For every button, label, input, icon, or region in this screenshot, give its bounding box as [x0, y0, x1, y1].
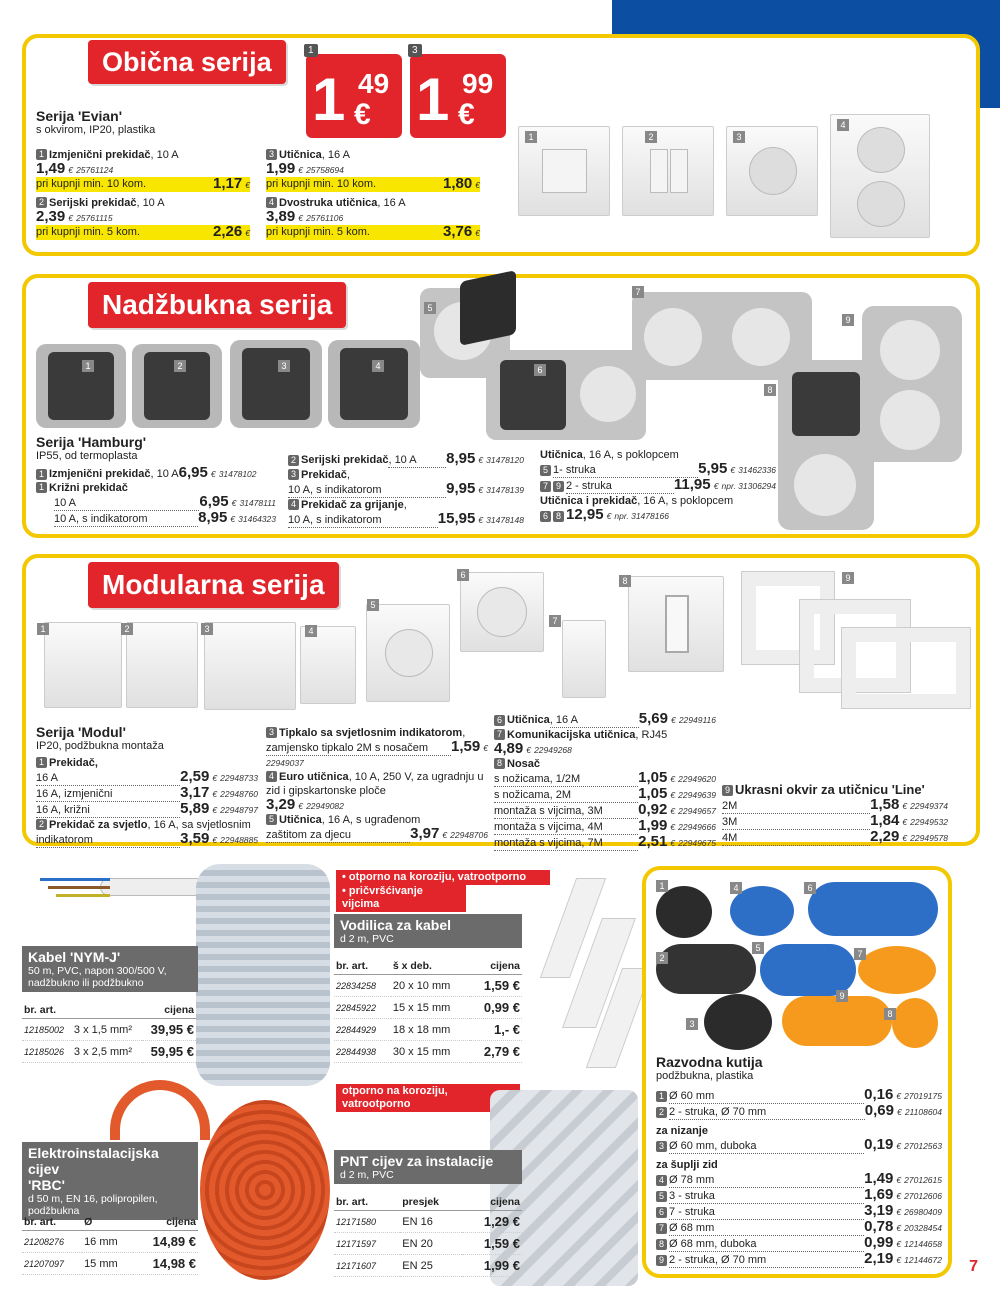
kabel-table: br. art. cijena 12185002 3 x 1,5 mm² 39,95 € 12185026 3 x 2,5 mm² 59,95 € — [22, 1002, 196, 1063]
vodilica-table: br. art. š x deb. cijena 22834258 20 x 10 mm 1,59 € 22845922 15 x 15 mm 0,99 € 22844929 18 x 18 mm 1,- € 22844938 30 x 15 mm 2,79 € — [334, 958, 522, 1063]
vodilica-header: Vodilica za kabel d 2 m, PVC — [334, 914, 522, 948]
table-row: 12171597 EN 20 1,59 € — [334, 1233, 522, 1255]
cable-image — [40, 866, 200, 906]
product-image-switch: 1 — [518, 126, 610, 216]
cable-duct-image — [548, 878, 640, 1074]
product-image-modul-9: 9 — [742, 572, 970, 712]
modul-title-block — [36, 724, 164, 752]
product-subtitle: IP55, od termoplasta — [36, 450, 138, 462]
hamburg-col-1: 1 Izmjenični prekidač , 10 A 6,95 € 31478102 1 Križni prekidač 10 A 6,95 € 31478111 10 A, s indikatorom 8,95 € 31464323 — [36, 466, 276, 527]
table-row: 12171607 EN 25 1,99 € — [334, 1255, 522, 1277]
promo-line: pri kupnji min. 5 kom. 3,76 € — [266, 223, 480, 240]
evian-right-list: 3 Utičnica, 16 A 1,99 € 25758694 pri kupnji min. 10 kom. 1,80 € 4 Dvostruka utičnica, 16 A 3,89 € 25761106 pri kupnji min. 5 kom. 3,76 € — [266, 149, 480, 240]
product-image-hamburg-6: 6 — [486, 350, 646, 440]
product-image-hamburg-5: 5 — [420, 288, 510, 378]
kutija-price-list: 1 Ø 60 mm 0,16 € 27019175 2 2 - struka, Ø 70 mm 0,69 € 21108604 za nizanje 3 Ø 60 mm, duboka 0,19 € 27012563 za šuplji zid 4 Ø 78 mm 1,49 € 27012615 5 3 - struka 1,69 € 27012606 6 7 - struka 3,19 € 26980409 7 Ø 68 mm 0,78 € 20328454 8 Ø 68 mm, duboka 0,99 € 12144658 9 2 - struka, Ø 70 mm 2,19 € 12144672 — [656, 1086, 942, 1267]
price-badge-1: 1 1 49 € — [306, 54, 402, 138]
pnt-table: br. art. presjek cijena 12171580 EN 16 1,29 € 12171597 EN 20 1,59 € 12171607 EN 25 1,99 € — [334, 1194, 522, 1277]
evian-left-list: 1 Izmjenični prekidač, 10 A 1,49 € 25761124 pri kupnji min. 10 kom. 1,17 € 2 Serijski prekidač, 10 A 2,39 € 25761115 pri kupnji min. 5 kom. 2,26 € — [36, 149, 250, 240]
evian-title-block — [36, 108, 155, 136]
promo-line: pri kupnji min. 10 kom. 1,80 € — [266, 175, 480, 192]
product-title: Serija 'Hamburg' — [36, 434, 147, 450]
product-subtitle: s okvirom, IP20, plastika — [36, 124, 156, 136]
kabel-header: Kabel 'NYM-J' 50 m, PVC, napon 300/500 V, nadžbukno ili podžbukno — [22, 946, 198, 992]
hamburg-col-3: Utičnica, 16 A, s poklopcem 5 1- struka 5,95 € 31462336 7 9 2 - struka 11,95 € npr. 31306294 Utičnica i prekidač, 16 A, s poklopcem 6 8 12,95 € npr. 31478166 — [540, 449, 776, 523]
page-number: 7 — [969, 1258, 978, 1275]
product-image-modul-4: 4 — [300, 626, 356, 704]
section-tag-obicna: Obična serija — [88, 40, 286, 84]
product-title: Razvodna kutija — [656, 1054, 763, 1070]
hamburg-col-2: 2 Serijski prekidač , 10 A 8,95 € 31478120 3 Prekidač, 10 A, s indikatorom 9,95 € 31478139 4 Prekidač za grijanje, 10 A, s indikatorom 15,95 € 31478148 — [288, 450, 524, 527]
product-subtitle: podžbukna, plastika — [656, 1070, 754, 1082]
modul-col-3: 6 Utičnica , 16 A 5,69 € 22949116 7 Komunikacijska utičnica, RJ45 4,89 € 22949268 8 Nosač s nožicama, 1/2M 1,05 € 22949620 s nožicama, 2M 1,05 € 22949639 montaža s vijcima, 3M 0,92 € 22949657 montaža s vijcima, 4M 1,99 € 22949666 montaža s vijcima, 7M 2,51 € 22949675 — [494, 710, 716, 850]
product-image-serial-switch: 2 — [622, 126, 714, 216]
product-image-modul-7: 7 — [562, 620, 606, 698]
product-subtitle: IP20, podžbukna montaža — [36, 740, 164, 752]
table-row: 12185026 3 x 2,5 mm² 59,95 € — [22, 1041, 196, 1063]
product-image-modul-6: 6 — [460, 572, 544, 652]
price-badge-3: 3 1 99 € — [410, 54, 506, 138]
product-title: Serija 'Evian' — [36, 108, 123, 124]
product-image-modul-1: 1 — [44, 622, 122, 708]
cable-coils-image — [196, 864, 330, 1086]
junction-boxes-image: 1 2 3 4 5 6 7 8 9 — [652, 878, 944, 1050]
hamburg-title-block — [36, 434, 146, 462]
modul-col-4: 9 Ukrasni okvir za utičnicu 'Line' 2M 1,58 € 22949374 3M 1,84 € 22949532 4M 2,29 € 22949578 — [722, 782, 948, 845]
product-image-hamburg-4: 4 — [328, 340, 420, 428]
section-tag-modularna: Modularna serija — [88, 562, 339, 608]
table-row: 12185002 3 x 1,5 mm² 39,95 € — [22, 1019, 196, 1041]
product-image-modul-5: 5 — [366, 604, 450, 702]
table-row: 22834258 20 x 10 mm 1,59 € — [334, 975, 522, 997]
modul-col-2: 3 Tipkalo sa svjetlosnim indikatorom, zamjensko tipkalo 2M s nosačem 1,59 € 22949037 4 Euro utičnica, 10 A, 250 V, za ugradnju u zid i gipskartonske ploče 3,29 € 22949082 5 Utičnica, 16 A, s ugrađenom zaštitom za djecu 3,97 € 22948706 — [266, 727, 488, 842]
table-row: 12171580 EN 16 1,29 € — [334, 1211, 522, 1233]
pnt-feature: otporno na koroziju, vatrootporno — [336, 1084, 520, 1112]
product-image-hamburg-1: 1 — [36, 344, 126, 428]
table-row: 21208276 16 mm 14,89 € — [22, 1231, 198, 1253]
product-image-hamburg-3: 3 — [230, 340, 322, 428]
product-image-modul-8: 8 — [628, 576, 724, 672]
table-row: 22844938 30 x 15 mm 2,79 € — [334, 1041, 522, 1063]
product-image-hamburg-9: 9 — [862, 306, 962, 462]
product-image-double-socket: 4 — [830, 114, 930, 238]
table-row: 22845922 15 x 15 mm 0,99 € — [334, 997, 522, 1019]
promo-line: pri kupnji min. 5 kom. 2,26 € — [36, 223, 250, 240]
vodilica-feature-1: • otporno na koroziju, vatrootporno — [336, 870, 550, 885]
vodilica-feature-2: • pričvršćivanje vijcima — [336, 884, 466, 912]
modul-col-1: 1 Prekidač, 16 A 2,59 € 22948733 16 A, izmjenični 3,17 € 22948760 16 A, križni 5,89 € 22948797 2 Prekidač za svjetlo, 16 A, sa svjetlosnim indikatorom 3,59 € 22948885 — [36, 757, 258, 847]
cijev-header: Elektroinstalacijska cijev 'RBC' d 50 m, EN 16, polipropilen, podžbukna — [22, 1142, 198, 1220]
kutija-title-block — [656, 1054, 763, 1082]
section-tag-nadzbukna: Nadžbukna serija — [88, 282, 346, 328]
product-image-hamburg-2: 2 — [132, 344, 222, 428]
product-title: Serija 'Modul' — [36, 724, 126, 740]
cijev-table: br. art. Ø cijena 21208276 16 mm 14,89 € 21207097 15 mm 14,98 € — [22, 1214, 198, 1275]
product-image-modul-2: 2 — [126, 622, 198, 708]
product-image-hamburg-8: 8 — [778, 360, 874, 530]
pnt-header: PNT cijev za instalacije d 2 m, PVC — [334, 1150, 522, 1184]
promo-line: pri kupnji min. 10 kom. 1,17 € — [36, 175, 250, 192]
product-image-modul-3: 3 — [204, 622, 296, 710]
product-image-socket: 3 — [726, 126, 818, 216]
table-row: 21207097 15 mm 14,98 € — [22, 1253, 198, 1275]
table-row: 22844929 18 x 18 mm 1,- € — [334, 1019, 522, 1041]
product-image-hamburg-7: 7 — [632, 292, 812, 380]
